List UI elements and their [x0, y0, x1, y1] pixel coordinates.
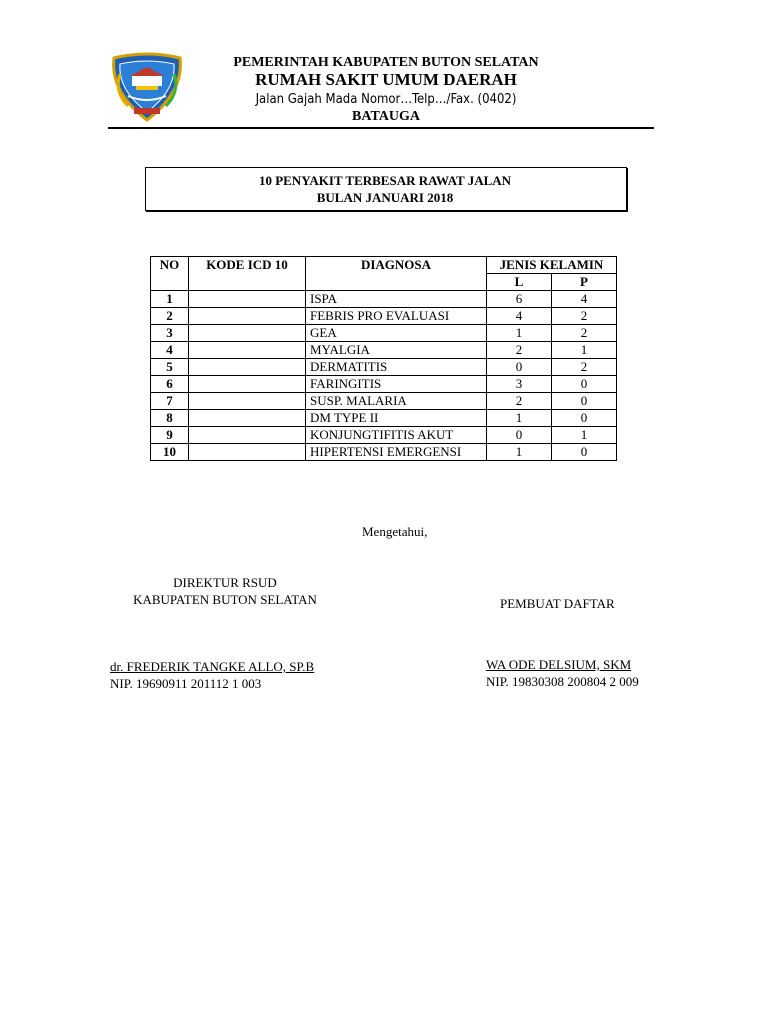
- letterhead-government-name: PEMERINTAH KABUPATEN BUTON SELATAN: [233, 55, 539, 70]
- director-nip: NIP. 19690911 201112 1 003: [110, 676, 262, 691]
- director-name: dr. FREDERIK TANGKE ALLO, SP.B: [110, 659, 315, 674]
- row-p: 1: [552, 427, 617, 444]
- row-diagnosa: FEBRIS PRO EVALUASI: [306, 308, 487, 325]
- table-row: [151, 393, 617, 410]
- director-regency: KABUPATEN BUTON SELATAN: [133, 592, 317, 607]
- letterhead-divider: [108, 127, 654, 129]
- table-row: [151, 291, 617, 308]
- row-diagnosa: DM TYPE II: [306, 410, 487, 427]
- header-l: L: [487, 274, 552, 291]
- row-kode: [189, 342, 306, 359]
- table-row: [151, 376, 617, 393]
- row-l: 2: [487, 342, 552, 359]
- letterhead-hospital-name: RUMAH SAKIT UMUM DAERAH: [255, 70, 517, 89]
- row-diagnosa: DERMATITIS: [306, 359, 487, 376]
- table-row: [151, 427, 617, 444]
- letterhead-address: Jalan Gajah Mada Nomor…Telp…/Fax. (0402): [255, 92, 517, 107]
- row-no: 9: [151, 427, 189, 444]
- row-l: 0: [487, 359, 552, 376]
- row-no: 6: [151, 376, 189, 393]
- table-row: [151, 342, 617, 359]
- header-no: NO: [151, 257, 189, 291]
- row-p: 0: [552, 376, 617, 393]
- header-jenis-kelamin: JENIS KELAMIN: [487, 257, 617, 274]
- row-diagnosa: KONJUNGTIFITIS AKUT: [306, 427, 487, 444]
- table-row: [151, 308, 617, 325]
- acknowledged-label: Mengetahui,: [362, 524, 428, 539]
- compiler-nip: NIP. 19830308 200804 2 009: [486, 674, 639, 689]
- report-title: 10 PENYAKIT TERBESAR RAWAT JALAN: [258, 173, 512, 188]
- row-p: 0: [552, 393, 617, 410]
- row-diagnosa: FARINGITIS: [306, 376, 487, 393]
- row-kode: [189, 444, 306, 461]
- row-p: 2: [552, 359, 617, 376]
- row-p: 1: [552, 342, 617, 359]
- row-kode: [189, 393, 306, 410]
- row-no: 7: [151, 393, 189, 410]
- director-title: DIREKTUR RSUD: [173, 575, 277, 590]
- table-row: [151, 410, 617, 427]
- row-kode: [189, 325, 306, 342]
- header-p: P: [552, 274, 617, 291]
- row-no: 5: [151, 359, 189, 376]
- row-no: 3: [151, 325, 189, 342]
- row-l: 1: [487, 325, 552, 342]
- row-no: 8: [151, 410, 189, 427]
- row-l: 3: [487, 376, 552, 393]
- table-row: [151, 359, 617, 376]
- row-diagnosa: GEA: [306, 325, 487, 342]
- row-no: 2: [151, 308, 189, 325]
- row-p: 0: [552, 410, 617, 427]
- row-no: 1: [151, 291, 189, 308]
- row-l: 1: [487, 410, 552, 427]
- header-kode-icd: KODE ICD 10: [189, 257, 306, 291]
- row-kode: [189, 376, 306, 393]
- row-l: 2: [487, 393, 552, 410]
- row-kode: [189, 427, 306, 444]
- report-period: BULAN JANUARI 2018: [316, 190, 454, 205]
- row-kode: [189, 410, 306, 427]
- row-p: 2: [552, 308, 617, 325]
- row-kode: [189, 359, 306, 376]
- row-no: 10: [151, 444, 189, 461]
- table-row: [151, 444, 617, 461]
- row-p: 0: [552, 444, 617, 461]
- row-diagnosa: ISPA: [306, 291, 487, 308]
- row-l: 1: [487, 444, 552, 461]
- compiler-title: PEMBUAT DAFTAR: [500, 596, 615, 611]
- regency-crest-icon: [108, 52, 186, 122]
- row-l: 0: [487, 427, 552, 444]
- table-row: [151, 325, 617, 342]
- row-kode: [189, 291, 306, 308]
- row-l: 6: [487, 291, 552, 308]
- row-diagnosa: SUSP. MALARIA: [306, 393, 487, 410]
- row-diagnosa: HIPERTENSI EMERGENSI: [306, 444, 487, 461]
- compiler-name: WA ODE DELSIUM, SKM: [486, 657, 632, 672]
- row-diagnosa: MYALGIA: [306, 342, 487, 359]
- row-p: 4: [552, 291, 617, 308]
- letterhead-city: BATAUGA: [352, 109, 420, 124]
- row-l: 4: [487, 308, 552, 325]
- row-no: 4: [151, 342, 189, 359]
- row-p: 2: [552, 325, 617, 342]
- disease-table: [150, 256, 617, 461]
- header-diagnosa: DIAGNOSA: [306, 257, 487, 291]
- row-kode: [189, 308, 306, 325]
